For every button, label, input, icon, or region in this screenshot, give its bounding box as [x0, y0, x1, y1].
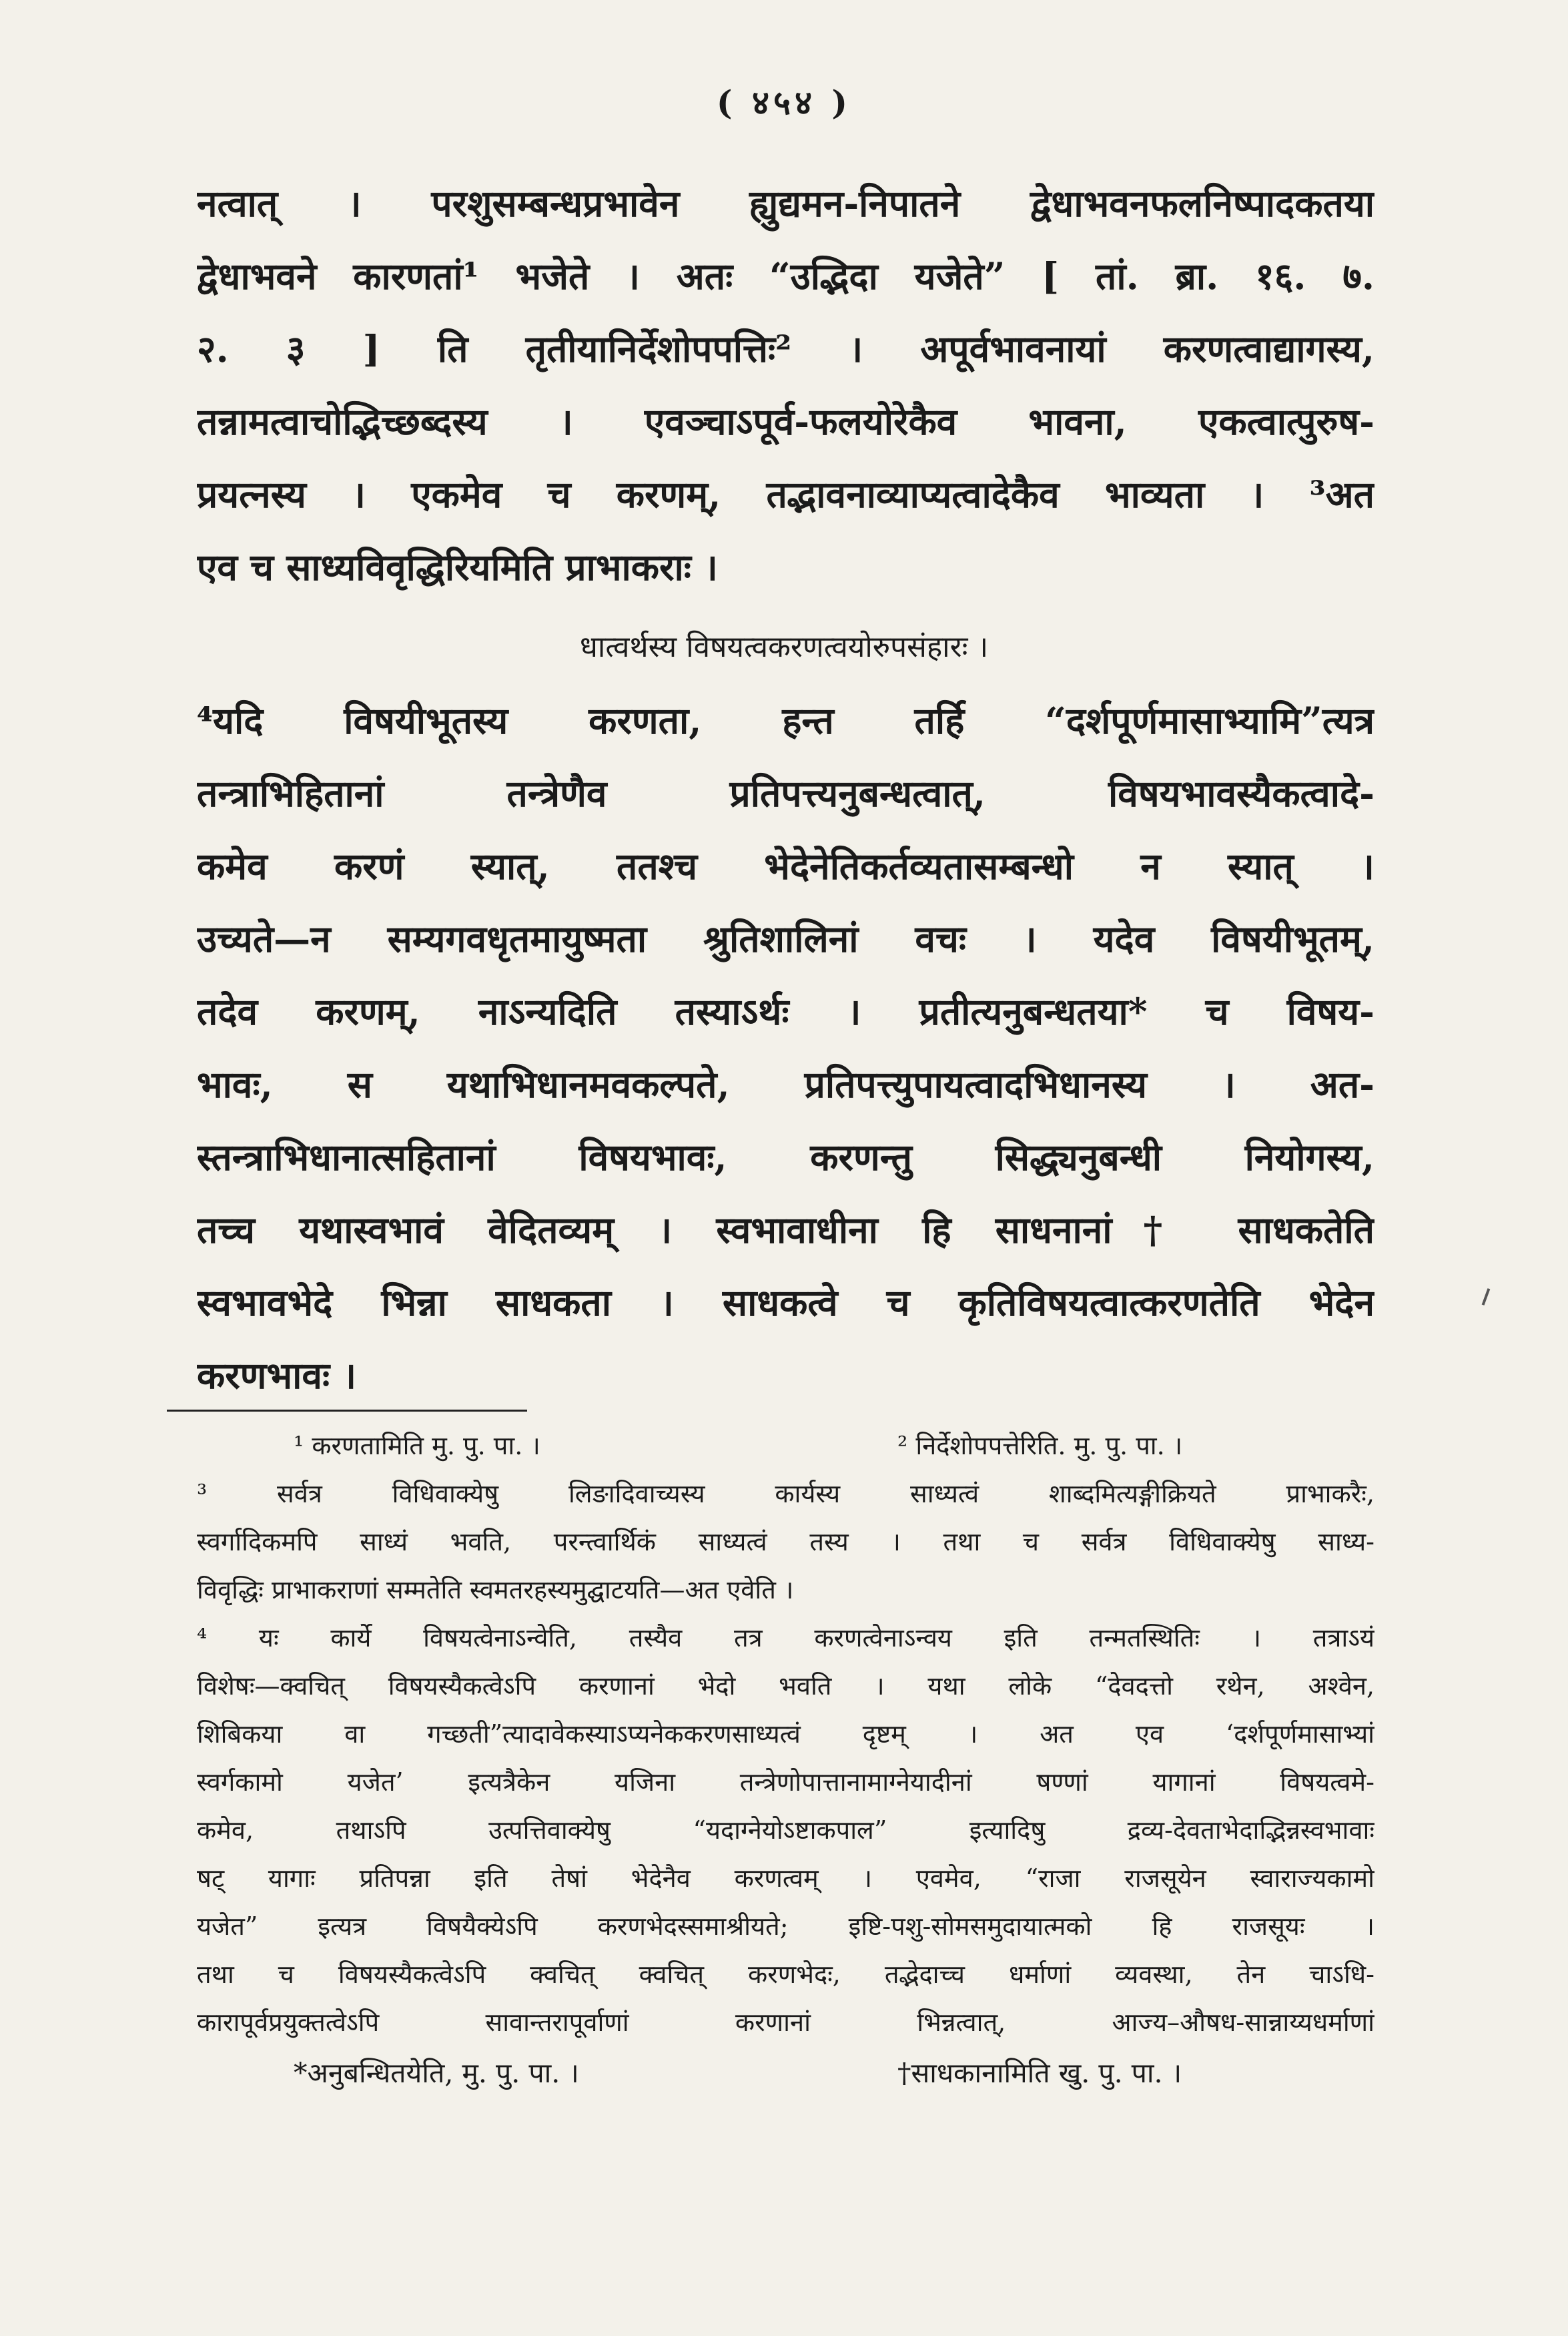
- footnote-line: स्वर्गादिकमपि साध्यं भवति, परन्त्वार्थिकं साध्यत्वं तस्य । तथा च सर्वत्र विधिवाक्येषु साध्य-: [197, 1527, 1375, 1556]
- text-line: करणभावः ।: [197, 1354, 357, 1397]
- text-line: कमेव करणं स्यात्, ततश्च भेदेनेतिकर्तव्यतासम्बन्धो न स्यात् ।: [197, 844, 1375, 888]
- section-heading: धात्वर्थस्य विषयत्वकरणत्वयोरुपसंहारः ।: [579, 630, 989, 664]
- text-line: ⁴यदि विषयीभूतस्य करणता, हन्त तर्हि “दर्शपूर्णमासाभ्यामि”त्यत्र: [197, 699, 1375, 742]
- text-line: उच्यते—न सम्यगवधृतमायुष्मता श्रुतिशालिनां वचः । यदेव विषयीभूतम्,: [197, 917, 1375, 960]
- footnote-line: षट् यागाः प्रतिपन्ना इति तेषां भेदेनैव करणत्वम् । एवमेव, “राजा राजसूयेन स्वाराज्यकामो: [197, 1863, 1375, 1893]
- text-line: भावः, स यथाभिधानमवकल्पते, प्रतिपत्त्युपायत्वादभिधानस्य । अत-: [197, 1063, 1375, 1106]
- footnote-3: [197, 1470, 1375, 1614]
- text-line: द्वेधाभवने कारणतां¹ भजेते । अतः “उद्भिदा यजेते” [ तां. ब्रा. १६. ७.: [197, 254, 1375, 298]
- footnote-line: यजेत” इत्यत्र विषयैक्येऽपि करणभेदस्समाश्रीयते; इष्टि-पशु-सोमसमुदायात्मको हि राजसूयः ।: [197, 1912, 1375, 1941]
- footnote-line: कारापूर्वप्रयुक्तत्वेऽपि सावान्तरापूर्वाणां करणानां भिन्नत्वात्, आज्य–औषध-सान्नाय्यधर्माणां: [197, 2008, 1375, 2037]
- text-line: स्तन्त्राभिधानात्सहितानां विषयभावः, करणन्तु सिद्ध्यनुबन्धी नियोगस्य,: [197, 1135, 1375, 1179]
- margin-mark: [1482, 1288, 1491, 1305]
- footnote-2: ² निर्देशोपपत्तेरिति. मु. पु. पा. ।: [897, 1431, 1183, 1460]
- footnote-line: स्वर्गकामो यजेत’ इत्यत्रैकेन यजिना तन्त्रेणोपात्तानामाग्नेयादीनां षण्णां यागानां विषयत्वमे-: [197, 1767, 1375, 1797]
- footnote-line: ³ सर्वत्र विधिवाक्येषु लिङादिवाच्यस्य कार्यस्य साध्यत्वं शाब्दमित्यङ्गीक्रियते प्राभाकरैः,: [197, 1479, 1375, 1508]
- text-line: २. ३ ] ति तृतीयानिर्देशोपपत्तिः² । अपूर्वभावनायां करणत्वाद्यागस्य,: [197, 327, 1375, 370]
- main-paragraph-2: [197, 684, 1375, 1412]
- footnote-line: तथा च विषयस्यैकत्वेऽपि क्वचित् क्वचित् करणभेदः, तद्भेदाच्च धर्माणां व्यवस्था, तेन चाऽधि-: [197, 1960, 1375, 1989]
- footnote-1: ¹ करणतामिति मु. पु. पा. ।: [294, 1431, 540, 1460]
- footnote-star: *अनुबन्धितयेति, मु. पु. पा. ।: [294, 2057, 579, 2089]
- main-paragraph-1: [197, 167, 1375, 603]
- text-line: तन्त्राभिहितानां तन्त्रेणैव प्रतिपत्त्यनुबन्धत्वात्, विषयभावस्यैकत्वादे-: [197, 772, 1375, 815]
- footnote-line: कमेव, तथाऽपि उत्पत्तिवाक्येषु “यदाग्नेयोऽष्टाकपाल” इत्यादिषु द्रव्य-देवताभेदाद्भिन्नस्वभावाः: [197, 1815, 1375, 1845]
- page-number: ( ४५४ ): [716, 83, 852, 122]
- text-line: स्वभावभेदे भिन्ना साधकता । साधकत्वे च कृतिविषयत्वात्करणतेति भेदेन: [197, 1281, 1375, 1324]
- text-line: नत्वात् । परशुसम्बन्धप्रभावेन ह्युद्यमन-निपातने द्वेधाभवनफलनिष्पादकतया: [197, 182, 1375, 225]
- footnote-line: शिबिकया वा गच्छती”त्यादावेकस्याऽप्यनेककरणसाध्यत्वं दृष्टम् । अत एव ‘दर्शपूर्णमासाभ्यां: [197, 1719, 1375, 1749]
- text-line: तदेव करणम्, नाऽन्यदिति तस्याऽर्थः । प्रतीत्यनुबन्धतया* च विषय-: [197, 990, 1375, 1033]
- text-line: प्रयत्नस्य । एकमेव च करणम्, तद्भावनाव्याप्यत्वादेकैव भाव्यता । ³अत: [197, 473, 1375, 516]
- footnote-4: [197, 1614, 1375, 2046]
- text-line: तच्च यथास्वभावं वेदितव्यम् । स्वभावाधीना हि साधनानां† साधकतेति: [197, 1208, 1375, 1251]
- footnote-dagger: †साधकानामिति खु. पु. पा. ।: [897, 2057, 1182, 2089]
- footnote-divider: [167, 1410, 527, 1412]
- footnote-line: विशेषः—क्वचित् विषयस्यैकत्वेऽपि करणानां भेदो भवति । यथा लोके “देवदत्तो रथेन, अश्वेन,: [197, 1671, 1375, 1701]
- text-line: एव च साध्यविवृद्धिरियमिति प्राभाकराः ।: [197, 545, 718, 589]
- text-line: तन्नामत्वाचोद्भिच्छब्दस्य । एवञ्चाऽपूर्व-फलयोरेकैव भावना, एकत्वात्पुरुष-: [197, 400, 1375, 443]
- footnote-line: ⁴ यः कार्ये विषयत्वेनाऽन्वेति, तस्यैव तत्र करणत्वेनाऽन्वय इति तन्मतस्थितिः । तत्राऽयं: [197, 1623, 1375, 1653]
- footnote-line: विवृद्धिः प्राभाकराणां सम्मतेति स्वमतरहस्यमुद्घाटयति—अत एवेति ।: [197, 1575, 794, 1604]
